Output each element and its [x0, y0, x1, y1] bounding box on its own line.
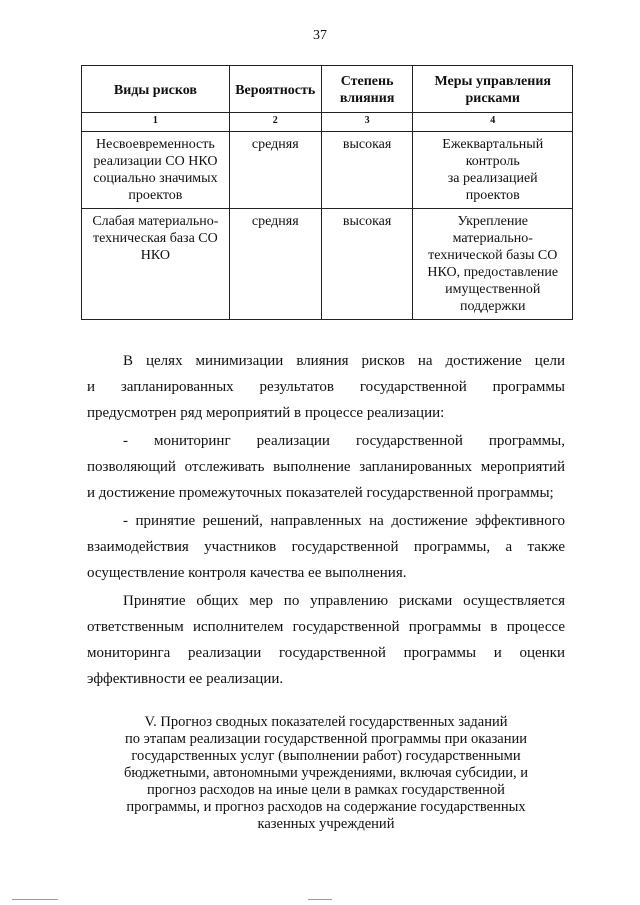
risk-cell	[82, 209, 230, 320]
cell-line: контроль	[465, 154, 520, 169]
scan-artifact	[12, 899, 58, 900]
page-number: 37	[313, 28, 327, 43]
column-number: 1	[82, 113, 230, 132]
section-title-line: государственных услуг (выполнении работ) государственными	[131, 748, 521, 764]
header-line: Вероятность	[235, 82, 316, 98]
column-number: 4	[413, 113, 573, 132]
scan-artifact	[308, 899, 332, 900]
paragraph-line: и запланированных результатов государственной программы	[87, 379, 565, 395]
cell-line: Ежеквартальный	[442, 137, 544, 152]
header-line: Виды рисков	[113, 82, 197, 98]
paragraph-line: и достижение промежуточных показателей государственной программы;	[87, 485, 554, 501]
paragraph-line: В целях минимизации влияния рисков на достижение цели	[123, 353, 565, 369]
cell-line: реализации СО НКО	[93, 154, 218, 169]
cell-line: Слабая материально-	[92, 214, 219, 229]
paragraph-line: предусмотрен ряд мероприятий в процессе реализации:	[87, 405, 445, 421]
impact-cell: высокая	[321, 132, 413, 209]
impact-cell: высокая	[321, 209, 413, 320]
header-line: Меры управления	[434, 74, 551, 89]
section-title-line: прогноз расходов на иные цели в рамках государственной	[147, 782, 505, 798]
paragraph-line: Принятие общих мер по управлению рисками осуществляется	[123, 593, 565, 609]
table-row	[82, 132, 573, 209]
header-risk-types	[82, 66, 230, 113]
measures-cell	[413, 209, 573, 320]
paragraph-line: ответственным исполнителем государственной программы в процессе	[87, 619, 565, 635]
header-line: Степень	[340, 74, 394, 89]
probability-cell: средняя	[229, 209, 321, 320]
cell-line: техническая база СО	[93, 231, 218, 246]
column-number-row	[82, 113, 573, 132]
column-number: 2	[229, 113, 321, 132]
column-number: 3	[321, 113, 413, 132]
section-title-line: казенных учреждений	[257, 816, 395, 832]
cell-line: технической базы СО	[428, 248, 558, 263]
cell-line: материально-	[452, 231, 533, 246]
header-measures	[413, 66, 573, 113]
paragraph-line: эффективности ее реализации.	[87, 671, 284, 687]
cell-line: НКО, предоставление	[427, 265, 559, 280]
header-line: рисками	[465, 91, 520, 106]
section-title	[87, 714, 565, 833]
section-title-line: бюджетными, автономными учреждениями, включая субсидии, и	[123, 765, 529, 781]
paragraph-line: взаимодействия участников государственной программы, а также	[87, 539, 565, 555]
probability-cell: средняя	[229, 132, 321, 209]
paragraph-line: мониторинга реализации государственной программы и оценки	[87, 645, 565, 661]
risk-management-table	[81, 65, 573, 320]
paragraph-line: - мониторинг реализации государственной программы,	[123, 433, 565, 449]
cell-line: Несвоевременность	[96, 137, 215, 152]
table-header-row	[82, 66, 573, 113]
cell-line: проектов	[465, 188, 520, 203]
section-title-line: V. Прогноз сводных показателей государственных заданий	[144, 714, 508, 730]
measures-cell	[413, 132, 573, 209]
cell-line: за реализацией	[447, 171, 538, 186]
header-probability	[229, 66, 321, 113]
header-impact	[321, 66, 413, 113]
section-title-line: программы, и прогноз расходов на содержание государственных	[126, 799, 526, 815]
risk-cell	[82, 132, 230, 209]
cell-line: проектов	[128, 188, 183, 203]
table-row	[82, 209, 573, 320]
cell-line: НКО	[140, 248, 170, 263]
paragraph-line: позволяющий отслеживать выполнение запланированных мероприятий	[87, 459, 565, 475]
cell-line: имущественной	[445, 282, 541, 297]
cell-line: поддержки	[459, 299, 526, 314]
header-line: влияния	[339, 91, 395, 106]
section-title-line: по этапам реализации государственной программы при оказании	[124, 731, 528, 747]
cell-line: Укрепление	[457, 214, 529, 229]
cell-line: социально значимых	[93, 171, 218, 186]
paragraph-line: осуществление контроля качества ее выполнения.	[87, 565, 407, 581]
paragraph-line: - принятие решений, направленных на достижение эффективного	[123, 513, 565, 529]
